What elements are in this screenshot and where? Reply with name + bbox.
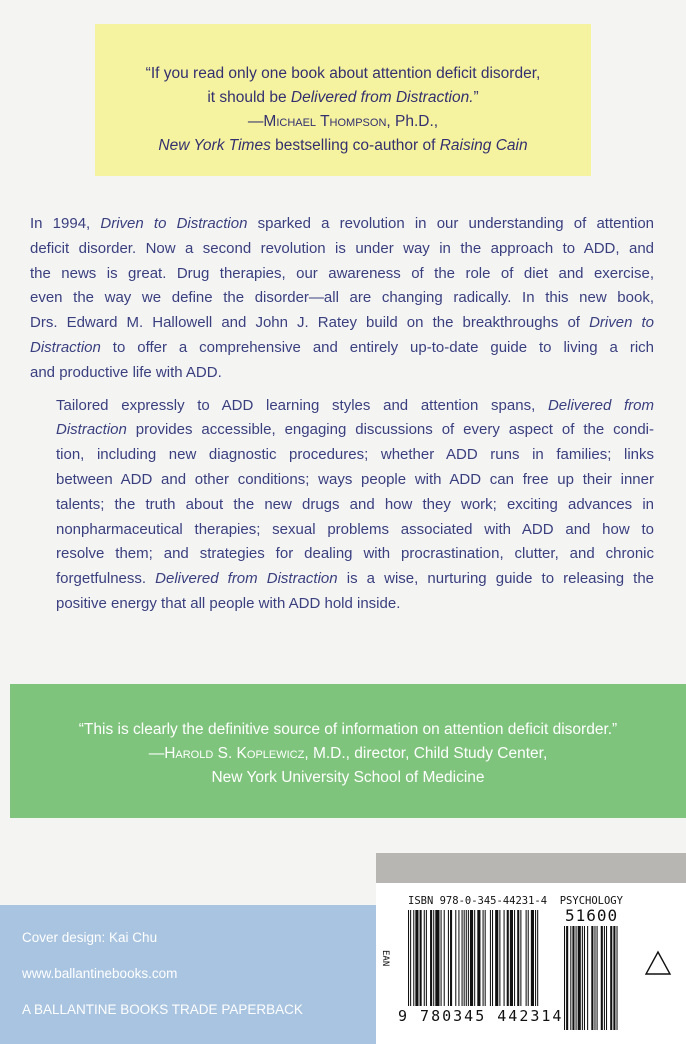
barcode-bar <box>466 910 467 1006</box>
barcode-bar <box>483 910 484 1006</box>
barcode-bar <box>578 926 581 1030</box>
isbn-text: ISBN 978-0-345-44231-4 <box>408 895 548 907</box>
barcode-bar <box>576 926 577 1030</box>
barcode-bar <box>601 926 603 1030</box>
barcode-bar <box>535 910 536 1006</box>
text-segment: forgetfulness. <box>56 570 156 588</box>
text-line <box>30 518 654 543</box>
barcode-bar <box>570 926 571 1030</box>
quote-text: ” <box>473 89 479 106</box>
barcode-bar <box>617 926 618 1030</box>
top-quote-attribution <box>95 110 591 134</box>
barcode-bar <box>408 910 409 1006</box>
addon-barcode-icon <box>562 926 636 1030</box>
bottom-quote-text: “This is clearly the definitive source of information on attention deficit disorder.” <box>78 721 618 738</box>
barcode-bar <box>464 910 465 1006</box>
text-line <box>30 311 654 336</box>
author-name: Harold S. Koplewicz <box>164 745 305 762</box>
barcode-bar <box>426 910 427 1006</box>
barcode-bar <box>410 910 411 1006</box>
newspaper-name: New York Times <box>158 137 271 154</box>
text-line <box>30 237 654 262</box>
text-segment: even the way we define the disorder—all are changing radically. In this new book, <box>30 289 654 307</box>
barcode-bar <box>606 926 607 1030</box>
barcode-bar <box>528 910 529 1006</box>
barcode-bar <box>424 910 425 1006</box>
barcode-bar <box>415 910 418 1006</box>
barcode-bar <box>441 910 442 1006</box>
book-title: Distraction <box>30 338 101 356</box>
text-segment: and productive life with ADD. <box>30 363 222 381</box>
barcode-bar <box>435 910 439 1006</box>
barcode-bar <box>458 910 459 1006</box>
text-line <box>30 394 654 419</box>
book-title: Delivered from Distraction <box>155 570 338 588</box>
barcode-bar <box>420 910 422 1006</box>
top-quote-line <box>95 62 591 86</box>
barcode-bar <box>450 910 452 1006</box>
cover-design-credit: Cover design: Kai Chu <box>22 930 158 945</box>
barcode-bar <box>526 910 527 1006</box>
barcode-bar <box>604 926 605 1030</box>
text-line <box>30 286 654 311</box>
book-title: Delivered from Distraction. <box>290 89 474 106</box>
top-quote-attribution-2 <box>95 134 591 158</box>
book-title: Raising Cain <box>439 137 528 154</box>
barcode-bar <box>477 910 480 1006</box>
barcode-bar <box>517 910 519 1006</box>
book-title: Driven to Distraction <box>100 215 248 232</box>
description <box>30 212 654 625</box>
text-line <box>30 542 654 567</box>
gray-strip <box>376 853 686 883</box>
ean-label: EAN <box>380 950 390 967</box>
text-line <box>30 592 654 617</box>
book-title: Driven to <box>589 314 654 332</box>
text-segment: the news is great. Drug therapies, our awareness of the role of diet and exercise, <box>30 264 654 282</box>
barcode-bar <box>594 926 595 1030</box>
quote-text: “If you read only one book about attention deficit disorder, <box>145 65 541 82</box>
barcode-bar <box>507 910 509 1006</box>
text-segment: provides accessible, engaging discussions of every aspect of the condi- <box>126 421 654 439</box>
barcode-bar <box>430 910 432 1006</box>
barcode-digits: 9 780345 442314 <box>398 1007 564 1025</box>
barcode-bar <box>470 910 473 1006</box>
text-segment: positive energy that all people with ADD hold inside. <box>56 594 401 612</box>
text-segment: sparked a revolution in our understanding of attention <box>247 215 654 232</box>
barcode-bar <box>597 926 598 1030</box>
barcode-bar <box>490 910 491 1006</box>
category-text: PSYCHOLOGY <box>559 895 623 907</box>
barcode-bar <box>591 926 593 1030</box>
barcode-bar <box>514 910 515 1006</box>
text-line <box>30 567 654 592</box>
text-segment: deficit disorder. Now a second revolution is under way in the approach to ADD, and <box>30 239 654 257</box>
barcode-bar <box>531 910 534 1006</box>
barcode-bar <box>564 926 565 1030</box>
bottom-quote-attribution <box>10 742 686 766</box>
barcode-bar <box>582 926 583 1030</box>
text-line <box>30 336 654 361</box>
quote-text: it should be <box>207 89 291 106</box>
text-line <box>30 443 654 468</box>
book-title: Distraction <box>56 421 127 439</box>
text-line <box>30 262 654 287</box>
barcode-bar <box>413 910 414 1006</box>
text-segment: nonpharmaceutical therapies; sexual problems associated with ADD and how to <box>56 520 654 538</box>
barcode-bar <box>587 926 588 1030</box>
text-segment: is a wise, nurturing guide to releasing the <box>337 570 655 588</box>
description-paragraph-2 <box>30 394 654 617</box>
text-segment: tion, including new diagnostic procedures; whether ADD runs in families; links <box>56 446 654 464</box>
text-line <box>30 212 654 237</box>
barcode-bar <box>495 910 498 1006</box>
publisher-website: www.ballantinebooks.com <box>22 966 178 981</box>
barcode-bar <box>537 910 538 1006</box>
bottom-quote-box <box>10 684 686 818</box>
barcode-bar <box>448 910 449 1006</box>
dash: — <box>148 745 165 762</box>
barcode-bar <box>462 910 463 1006</box>
barcode-bar <box>504 910 505 1006</box>
barcode-bar <box>572 926 574 1030</box>
barcode-bar <box>492 910 493 1006</box>
barcode-bar <box>584 926 585 1030</box>
barcode-bar <box>613 926 615 1030</box>
text-segment: talents; the truth about the new drugs and how they work; exciting advances in <box>56 495 654 513</box>
text-segment: resolve them; and strategies for dealing with procrastination, clutter, and chronic <box>56 545 654 563</box>
text-line <box>30 418 654 443</box>
text-segment: to offer a comprehensive and entirely up-to-date guide to living a rich <box>100 338 654 356</box>
text-line <box>30 468 654 493</box>
barcode-bar <box>610 926 612 1030</box>
author-credentials: , Ph.D., <box>386 113 439 130</box>
barcode-bar <box>520 910 521 1006</box>
triangle-icon <box>644 950 672 976</box>
top-quote-box <box>95 24 591 176</box>
text-segment: Tailored expressly to ADD learning styles and attention spans, <box>56 396 548 414</box>
barcode-bar <box>499 910 500 1006</box>
barcode-icon <box>406 910 556 1006</box>
barcode-bar <box>485 910 486 1006</box>
text-segment: between ADD and other conditions; ways people with ADD can free up their inner <box>56 470 654 488</box>
barcode-bar <box>474 910 475 1006</box>
imprint-label: A BALLANTINE BOOKS TRADE PAPERBACK <box>22 1002 303 1017</box>
text-line <box>30 361 654 386</box>
barcode-bar <box>566 926 568 1030</box>
price-code: 51600 <box>565 906 619 925</box>
barcode-bar <box>433 910 434 1006</box>
barcode-bar <box>444 910 445 1006</box>
text-segment: In 1994, <box>30 215 101 232</box>
bottom-quote-institution: New York University School of Medicine <box>211 769 485 786</box>
text-segment: Drs. Edward M. Hallowell and John J. Ratey build on the breakthroughs of <box>30 314 590 332</box>
top-quote-line <box>95 86 591 110</box>
barcode-bar <box>455 910 456 1006</box>
description-paragraph-1 <box>30 212 654 386</box>
author-credentials: , M.D., director, Child Study Center, <box>304 745 548 762</box>
book-title: Delivered from <box>547 396 654 414</box>
barcode-bar <box>468 910 469 1006</box>
dash: — <box>247 113 264 130</box>
text-line <box>30 493 654 518</box>
attribution-text: bestselling co-author of <box>270 137 440 154</box>
barcode-bar <box>510 910 513 1006</box>
author-name: Michael Thompson <box>263 113 387 130</box>
